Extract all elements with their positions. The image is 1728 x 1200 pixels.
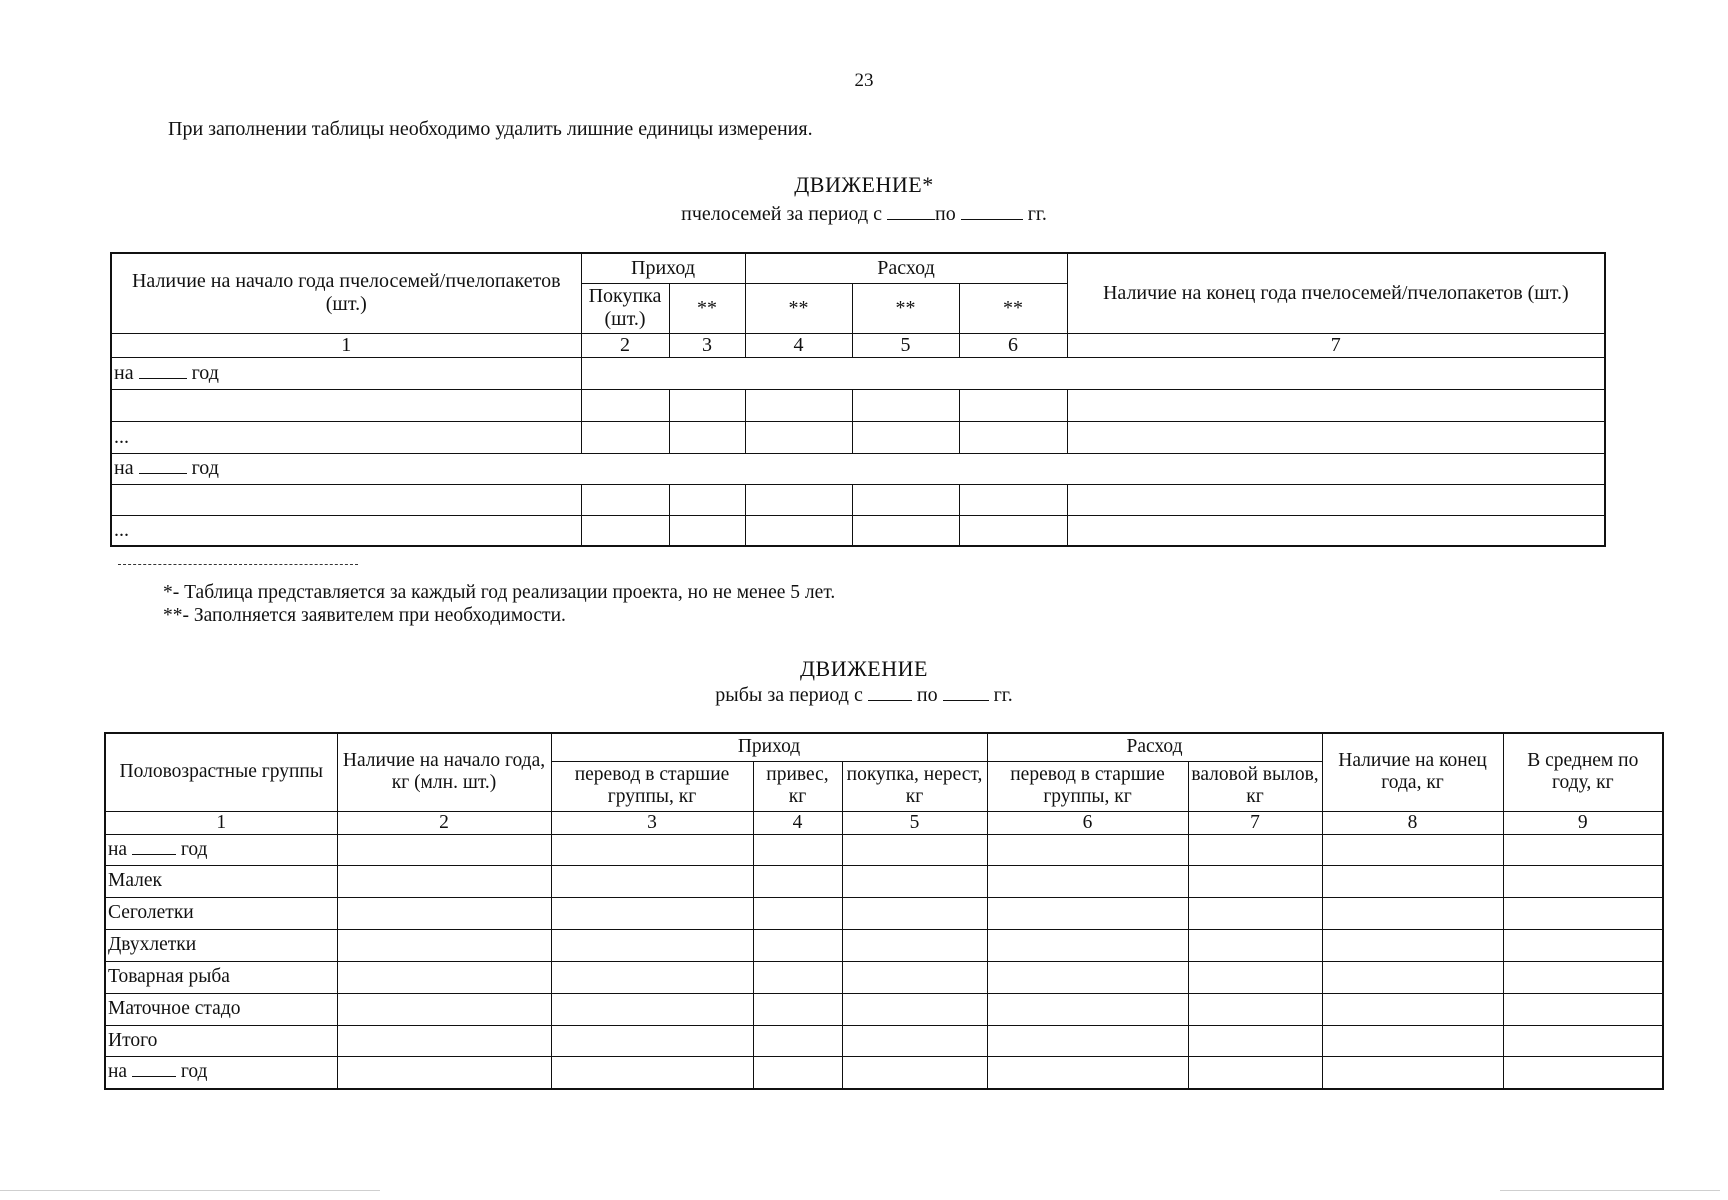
- fish-group-label: Итого: [105, 1025, 337, 1056]
- fish-col-number: 2: [337, 811, 551, 834]
- bees-subtitle-prefix: пчелосемей за период с: [681, 203, 883, 225]
- year-blank: [132, 1076, 176, 1077]
- fish-group-row: [105, 929, 1663, 961]
- fish-year-row: [105, 1056, 1663, 1089]
- year-label-god: год: [180, 838, 208, 860]
- fish-header-transfer-in: перевод в старшие группы, кг: [551, 761, 753, 811]
- bees-data-row: [111, 389, 1605, 421]
- footnote-separator: [118, 564, 358, 565]
- period-end-blank: [943, 700, 989, 701]
- bees-subtitle: [0, 203, 1728, 226]
- instruction-text: При заполнении таблицы необходимо удалить лишние единицы измерения.: [168, 118, 813, 140]
- bees-header-start: Наличие на начало года пчелосемей/пчелопакетов (шт.): [111, 253, 581, 333]
- bees-subtitle-mid: по: [935, 203, 956, 225]
- fish-subtitle-mid: по: [916, 684, 938, 706]
- fish-group-label: Малек: [105, 865, 337, 897]
- bees-ellipsis: ...: [111, 421, 581, 453]
- fish-group-row: [105, 897, 1663, 929]
- fish-movement-table: [104, 732, 1664, 1090]
- fish-col-number: 8: [1322, 811, 1503, 834]
- year-label-god: год: [191, 361, 219, 384]
- fish-year-row: [105, 834, 1663, 865]
- period-start-blank: [887, 219, 935, 220]
- fish-group-row: [105, 993, 1663, 1025]
- footnote-1: *- Таблица представляется за каждый год реализации проекта, но не менее 5 лет.: [163, 582, 836, 603]
- bees-header-purchase: Покупка (шт.): [581, 283, 669, 333]
- fish-year-label: [105, 1056, 337, 1089]
- fish-header-groups: Половозрастные группы: [105, 733, 337, 811]
- bees-header-col3: **: [669, 283, 745, 333]
- fish-col-number: 1: [105, 811, 337, 834]
- bees-year-label: [111, 453, 1605, 484]
- fish-title: ДВИЖЕНИЕ: [800, 656, 928, 681]
- bees-data-row: [111, 421, 1605, 453]
- fish-header-gain: привес, кг: [753, 761, 842, 811]
- bees-subtitle-suffix: гг.: [1027, 203, 1047, 225]
- fish-subtitle-suffix: гг.: [993, 684, 1013, 706]
- fish-header-purchase: покупка, нерест, кг: [842, 761, 987, 811]
- bees-header-expense: Расход: [745, 253, 1067, 283]
- bees-col-number: 5: [852, 333, 959, 357]
- fish-header-income: Приход: [551, 733, 987, 761]
- year-label-na: на: [114, 361, 134, 384]
- bees-header-col4: **: [745, 283, 852, 333]
- year-label-god: год: [180, 1061, 208, 1083]
- bees-col-number: 4: [745, 333, 852, 357]
- fish-group-label: Маточное стадо: [105, 993, 337, 1025]
- fish-col-number: 9: [1503, 811, 1663, 834]
- bees-data-row: [111, 515, 1605, 546]
- fish-total-row: [105, 1025, 1663, 1056]
- bees-title: ДВИЖЕНИЕ*: [794, 172, 934, 197]
- bees-col-number: 6: [959, 333, 1067, 357]
- fish-subtitle-prefix: рыбы за период с: [715, 684, 863, 706]
- bees-year-label: [111, 357, 581, 389]
- fish-header-average: В среднем по году, кг: [1503, 733, 1663, 811]
- bees-header-col6: **: [959, 283, 1067, 333]
- period-end-blank: [961, 219, 1023, 220]
- scan-artifact: [1500, 1190, 1720, 1194]
- fish-group-row: [105, 865, 1663, 897]
- fish-col-number: 4: [753, 811, 842, 834]
- fish-col-number: 6: [987, 811, 1188, 834]
- page-number: 23: [854, 70, 874, 91]
- bees-header-income: Приход: [581, 253, 745, 283]
- bees-year-row: [111, 453, 1605, 484]
- bees-year-row: [111, 357, 1605, 389]
- scan-artifact: [0, 1190, 380, 1194]
- year-label-na: на: [108, 1061, 128, 1083]
- fish-header-end: Наличие на конец года, кг: [1322, 733, 1503, 811]
- fish-year-label: [105, 834, 337, 865]
- year-label-na: на: [114, 457, 134, 479]
- fish-header-expense: Расход: [987, 733, 1322, 761]
- fish-col-number: 3: [551, 811, 753, 834]
- fish-group-row: [105, 961, 1663, 993]
- bees-header-col5: **: [852, 283, 959, 333]
- fish-subtitle: [0, 684, 1728, 707]
- year-blank: [139, 378, 187, 379]
- fish-group-label: Двухлетки: [105, 929, 337, 961]
- fish-column-numbers-row: [105, 811, 1663, 834]
- bees-movement-table: [110, 252, 1606, 547]
- fish-group-label: Товарная рыба: [105, 961, 337, 993]
- footnote-2: **- Заполняется заявителем при необходимости.: [163, 605, 566, 626]
- fish-group-label: Сеголетки: [105, 897, 337, 929]
- bees-col-number: 1: [111, 333, 581, 357]
- bees-data-row: [111, 484, 1605, 515]
- year-label-na: на: [108, 838, 128, 860]
- year-blank: [132, 854, 176, 855]
- fish-header-start: Наличие на начало года, кг (млн. шт.): [337, 733, 551, 811]
- year-blank: [139, 473, 187, 474]
- fish-header-catch: валовой вылов, кг: [1188, 761, 1322, 811]
- fish-header-transfer-out: перевод в старшие группы, кг: [987, 761, 1188, 811]
- period-start-blank: [868, 700, 912, 701]
- bees-col-number: 7: [1067, 333, 1605, 357]
- year-label-god: год: [191, 457, 219, 479]
- fish-col-number: 7: [1188, 811, 1322, 834]
- fish-col-number: 5: [842, 811, 987, 834]
- bees-header-end: Наличие на конец года пчелосемей/пчелопакетов (шт.): [1067, 253, 1605, 333]
- bees-ellipsis: ...: [111, 515, 581, 546]
- bees-col-number: 3: [669, 333, 745, 357]
- bees-year-row-span: [581, 357, 1605, 389]
- bees-column-numbers-row: [111, 333, 1605, 357]
- bees-col-number: 2: [581, 333, 669, 357]
